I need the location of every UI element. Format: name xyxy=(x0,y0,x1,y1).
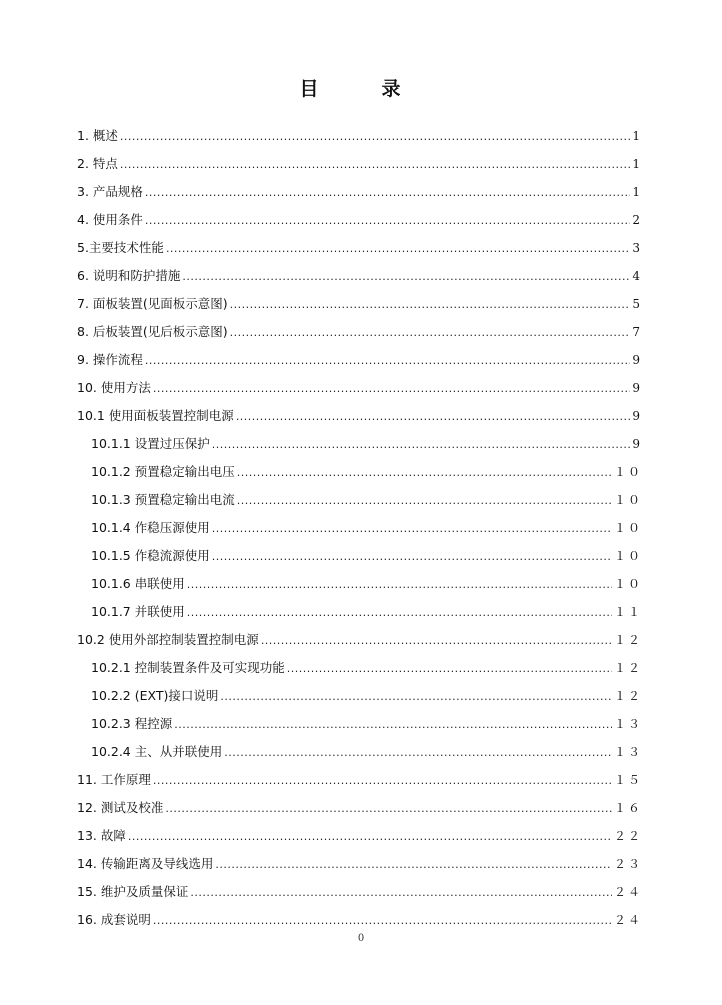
toc-title: 目 录 xyxy=(299,78,423,100)
toc-entry[interactable] xyxy=(77,458,642,486)
toc-entry-label: 2. 特点 xyxy=(77,156,118,171)
toc-entry[interactable] xyxy=(77,290,642,318)
toc-entry[interactable] xyxy=(77,654,642,682)
toc-entry-page: 9 xyxy=(632,381,642,395)
toc-entry-page: 1 xyxy=(632,129,642,143)
toc-entry-label: 9. 操作流程 xyxy=(77,352,143,367)
toc-entry-page: ２４ xyxy=(613,885,642,899)
toc-entry-label: 11. 工作原理 xyxy=(77,772,151,787)
toc-entry-label: 10.2 使用外部控制装置控制电源 xyxy=(77,632,259,647)
toc-entry-page: 1 xyxy=(632,185,642,199)
toc-entry-page: 5 xyxy=(632,297,642,311)
toc-entry-label: 10.1.5 作稳流源使用 xyxy=(91,548,210,563)
toc-entry[interactable] xyxy=(77,318,642,346)
toc-entry-page: １５ xyxy=(613,773,642,787)
toc-entry[interactable] xyxy=(77,430,642,458)
toc-entry[interactable] xyxy=(77,402,642,430)
toc-entry-label: 6. 说明和防护措施 xyxy=(77,268,181,283)
toc-entry-label: 16. 成套说明 xyxy=(77,912,151,927)
toc-leader-dots xyxy=(145,347,630,375)
toc-entry-page: １６ xyxy=(613,801,642,815)
toc-leader-dots xyxy=(261,627,612,655)
toc-entry[interactable] xyxy=(77,262,642,290)
toc-leader-dots xyxy=(145,207,630,235)
toc-entry[interactable] xyxy=(77,206,642,234)
toc-entry-page: 9 xyxy=(632,353,642,367)
toc-entry-label: 10.2.2 (EXT)接口说明 xyxy=(91,688,219,703)
toc-entry-label: 13. 故障 xyxy=(77,828,126,843)
toc-entry-page: 2 xyxy=(632,213,642,227)
toc-entry-label: 10.1.3 预置稳定输出电流 xyxy=(91,492,235,507)
toc-entry-label: 10.1.6 串联使用 xyxy=(91,576,185,591)
toc-leader-dots xyxy=(165,795,612,823)
toc-leader-dots xyxy=(182,263,630,291)
toc-entry[interactable] xyxy=(77,234,642,262)
toc-entry-page: １２ xyxy=(613,633,642,647)
toc-leader-dots xyxy=(120,151,630,179)
toc-entry[interactable] xyxy=(77,738,642,766)
toc-entry-page: １０ xyxy=(613,493,642,507)
toc-leader-dots xyxy=(212,515,612,543)
toc-entry-label: 10.1.4 作稳压源使用 xyxy=(91,520,210,535)
toc-entry-page: １１ xyxy=(613,605,642,619)
toc-leader-dots xyxy=(128,823,612,851)
toc-entry[interactable] xyxy=(77,822,642,850)
table-of-contents xyxy=(77,122,642,934)
toc-entry-page: 3 xyxy=(632,241,642,255)
toc-entry-label: 10.1.7 并联使用 xyxy=(91,604,185,619)
toc-entry-page: １２ xyxy=(613,689,642,703)
page-number-footer: 0 xyxy=(357,933,365,944)
toc-entry[interactable] xyxy=(77,178,642,206)
toc-leader-dots xyxy=(220,683,612,711)
toc-entry[interactable] xyxy=(77,346,642,374)
toc-entry-label: 10.2.1 控制装置条件及可实现功能 xyxy=(91,660,285,675)
toc-entry-label: 15. 维护及质量保证 xyxy=(77,884,189,899)
toc-entry-label: 10. 使用方法 xyxy=(77,380,151,395)
toc-entry-page: １０ xyxy=(613,465,642,479)
toc-entry-label: 10.1.1 设置过压保护 xyxy=(91,436,210,451)
toc-entry-page: 9 xyxy=(632,437,642,451)
toc-leader-dots xyxy=(287,655,612,683)
toc-leader-dots xyxy=(153,767,612,795)
toc-leader-dots xyxy=(230,319,631,347)
toc-leader-dots xyxy=(174,711,612,739)
toc-leader-dots xyxy=(145,179,630,207)
toc-entry-page: 4 xyxy=(632,269,642,283)
toc-entry[interactable] xyxy=(77,766,642,794)
toc-leader-dots xyxy=(153,375,631,403)
toc-leader-dots xyxy=(237,459,612,487)
toc-entry-label: 10.2.3 程控源 xyxy=(91,716,173,731)
toc-entry[interactable] xyxy=(77,542,642,570)
toc-entry[interactable] xyxy=(77,598,642,626)
toc-entry-page: １２ xyxy=(613,661,642,675)
toc-entry-label: 4. 使用条件 xyxy=(77,212,143,227)
toc-entry[interactable] xyxy=(77,878,642,906)
toc-entry[interactable] xyxy=(77,850,642,878)
toc-entry[interactable] xyxy=(77,374,642,402)
toc-entry[interactable] xyxy=(77,514,642,542)
toc-entry[interactable] xyxy=(77,794,642,822)
toc-entry[interactable] xyxy=(77,486,642,514)
toc-entry-page: 9 xyxy=(632,409,642,423)
toc-entry-page: 1 xyxy=(632,157,642,171)
toc-entry[interactable] xyxy=(77,122,642,150)
toc-leader-dots xyxy=(237,487,612,515)
toc-entry-label: 3. 产品规格 xyxy=(77,184,143,199)
toc-entry-page: ２２ xyxy=(613,829,642,843)
toc-entry-label: 1. 概述 xyxy=(77,128,118,143)
toc-entry-page: 7 xyxy=(632,325,642,339)
toc-entry-page: １３ xyxy=(613,717,642,731)
toc-entry-label: 7. 面板装置(见面板示意图) xyxy=(77,296,228,311)
toc-entry-page: ２３ xyxy=(613,857,642,871)
toc-entry-page: １３ xyxy=(613,745,642,759)
toc-entry[interactable] xyxy=(77,906,642,934)
toc-leader-dots xyxy=(190,879,612,907)
toc-entry[interactable] xyxy=(77,150,642,178)
toc-entry-page: １０ xyxy=(613,577,642,591)
toc-leader-dots xyxy=(212,543,612,571)
toc-entry[interactable] xyxy=(77,570,642,598)
toc-entry-label: 8. 后板装置(见后板示意图) xyxy=(77,324,228,339)
toc-leader-dots xyxy=(215,851,612,879)
toc-entry-page: １０ xyxy=(613,549,642,563)
toc-entry-page: １０ xyxy=(613,521,642,535)
toc-leader-dots xyxy=(230,291,631,319)
toc-entry[interactable] xyxy=(77,682,642,710)
toc-leader-dots xyxy=(236,403,631,431)
toc-entry-label: 10.1 使用面板装置控制电源 xyxy=(77,408,234,423)
toc-entry-label: 10.2.4 主、从并联使用 xyxy=(91,744,223,759)
toc-entry-label: 14. 传输距离及导线选用 xyxy=(77,856,214,871)
toc-leader-dots xyxy=(224,739,612,767)
toc-leader-dots xyxy=(153,907,612,935)
toc-entry-page: ２４ xyxy=(613,913,642,927)
toc-entry[interactable] xyxy=(77,710,642,738)
toc-entry[interactable] xyxy=(77,626,642,654)
toc-leader-dots xyxy=(120,123,630,151)
toc-entry-label: 10.1.2 预置稳定输出电压 xyxy=(91,464,235,479)
toc-entry-label: 12. 测试及校准 xyxy=(77,800,164,815)
toc-entry-label: 5.主要技术性能 xyxy=(77,240,164,255)
toc-leader-dots xyxy=(187,571,612,599)
toc-leader-dots xyxy=(212,431,631,459)
toc-leader-dots xyxy=(187,599,612,627)
toc-leader-dots xyxy=(166,235,630,263)
